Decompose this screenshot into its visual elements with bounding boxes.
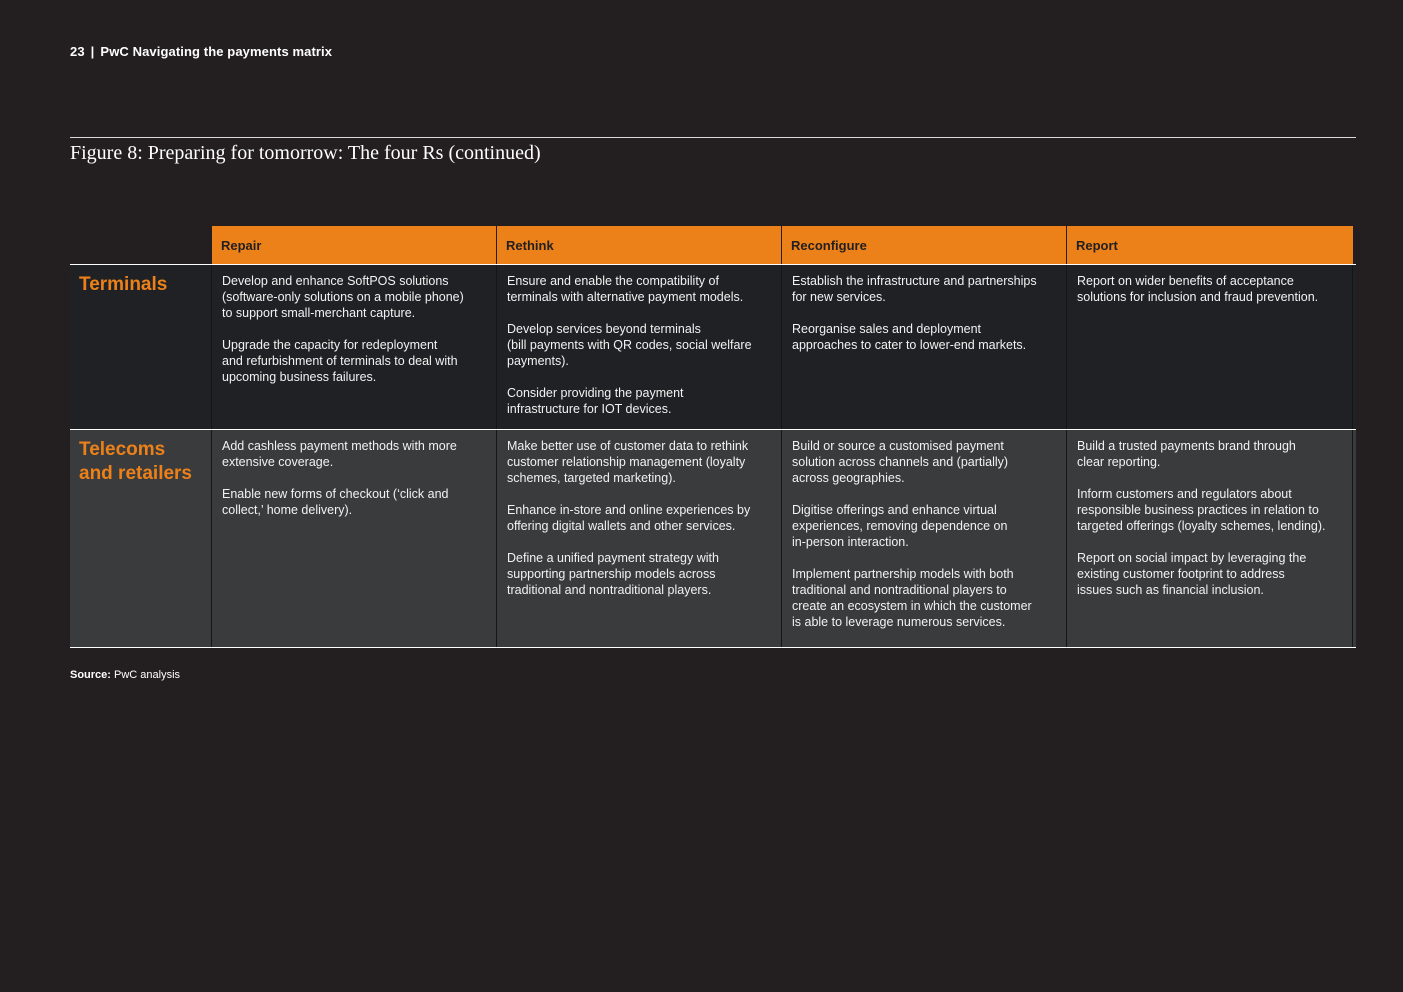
column-header-reconfigure: Reconfigure (781, 226, 1066, 264)
source-text: PwC analysis (114, 669, 181, 681)
page-number: 23 (70, 44, 85, 59)
cell-paragraph: Report on social impact by leveraging the existing customer footprint to address issues such as financial inclusion. (1077, 551, 1307, 597)
cell-paragraph: Implement partnership models with both traditional and nontraditional players to create an ecosystem in which the customer is able to leverage numerous services. (792, 567, 1032, 629)
page-header (70, 44, 332, 59)
cell-paragraph: Enhance in-store and online experiences by offering digital wallets and other services. (507, 503, 751, 533)
table-header-row (70, 226, 1356, 265)
figure-title: Figure 8: Preparing for tomorrow: The four Rs (continued) (70, 142, 541, 164)
cell-telecoms-rethink (496, 430, 781, 647)
cell-paragraph: Build a trusted payments brand through clear reporting. (1077, 439, 1296, 469)
cell-paragraph: Enable new forms of checkout (‘click and collect,’ home delivery). (222, 487, 449, 517)
title-rule (70, 137, 1356, 138)
row-label-telecoms-and-retailers: Telecoms and retailers (79, 439, 192, 484)
cell-telecoms-reconfigure (781, 430, 1066, 647)
cell-terminals-report (1066, 265, 1353, 429)
cell-paragraph: Develop services beyond terminals (bill payments with QR codes, social welfare payments). (507, 322, 752, 368)
cell-terminals-rethink (496, 265, 781, 429)
cell-paragraph: Add cashless payment methods with more extensive coverage. (222, 439, 457, 469)
source-label: Source: (70, 669, 111, 681)
cell-paragraph: Reorganise sales and deployment approaches to cater to lower-end markets. (792, 322, 1027, 352)
table-row-telecoms-and-retailers (70, 430, 1356, 648)
cell-paragraph: Report on wider benefits of acceptance solutions for inclusion and fraud prevention. (1077, 274, 1319, 304)
row-label-terminals: Terminals (79, 274, 168, 295)
cell-paragraph: Consider providing the payment infrastructure for IOT devices. (507, 386, 684, 416)
cell-terminals-reconfigure (781, 265, 1066, 429)
publication-title: PwC Navigating the payments matrix (100, 44, 333, 59)
four-rs-table (70, 226, 1356, 648)
header-corner-cell (70, 226, 211, 264)
cell-paragraph: Make better use of customer data to rethink customer relationship management (loyalty schemes, targeted marketing). (507, 439, 749, 485)
column-header-rethink: Rethink (496, 226, 781, 264)
header-separator: | (90, 44, 95, 59)
column-header-report: Report (1066, 226, 1353, 264)
cell-paragraph: Establish the infrastructure and partnerships for new services. (792, 274, 1037, 304)
column-header-repair: Repair (211, 226, 496, 264)
table-row-terminals (70, 265, 1356, 430)
cell-paragraph: Develop and enhance SoftPOS solutions (software-only solutions on a mobile phone) to support small-merchant capture. (222, 274, 464, 320)
cell-paragraph: Build or source a customised payment solution across channels and (partially) across geographies. (792, 439, 1009, 485)
cell-paragraph: Digitise offerings and enhance virtual experiences, removing dependence on in-person interaction. (792, 503, 1008, 549)
cell-paragraph: Ensure and enable the compatibility of terminals with alternative payment models. (507, 274, 744, 304)
cell-terminals-repair (211, 265, 496, 429)
cell-paragraph: Upgrade the capacity for redeployment and refurbishment of terminals to deal with upcoming business failures. (222, 338, 458, 384)
cell-paragraph: Inform customers and regulators about responsible business practices in relation to targeted offerings (loyalty schemes, lending). (1077, 487, 1326, 533)
cell-paragraph: Define a unified payment strategy with supporting partnership models across traditional and nontraditional players. (507, 551, 719, 597)
cell-telecoms-repair (211, 430, 496, 647)
cell-telecoms-report (1066, 430, 1353, 647)
source-note (70, 669, 180, 681)
